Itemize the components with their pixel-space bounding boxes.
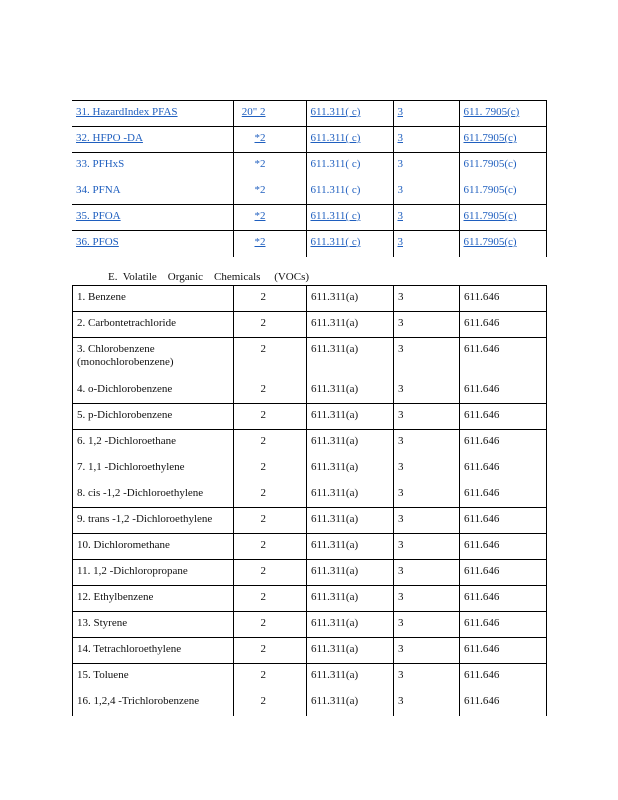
voc-mcl: 2	[234, 612, 307, 638]
table-row	[73, 286, 547, 312]
table-row	[73, 338, 547, 378]
table-row	[73, 404, 547, 430]
voc-col4: 3	[394, 638, 460, 664]
voc-col4: 3	[394, 612, 460, 638]
table-row	[73, 456, 547, 482]
pfas-monitoring-link[interactable]: 611.311( c)	[306, 231, 393, 257]
voc-method: 611.646	[460, 430, 547, 456]
voc-col4: 3	[394, 338, 460, 378]
voc-name: 7. 1,1 -Dichloroethylene	[73, 456, 234, 482]
voc-mcl: 2	[234, 404, 307, 430]
voc-monitoring: 611.311(a)	[307, 286, 394, 312]
voc-col4: 3	[394, 430, 460, 456]
voc-monitoring: 611.311(a)	[307, 430, 394, 456]
voc-monitoring: 611.311(a)	[307, 312, 394, 338]
voc-monitoring: 611.311(a)	[307, 638, 394, 664]
voc-mcl: 2	[234, 286, 307, 312]
table-row	[72, 205, 546, 231]
voc-col4: 3	[394, 482, 460, 508]
voc-monitoring: 611.311(a)	[307, 664, 394, 690]
table-row	[72, 231, 546, 257]
table-row	[73, 586, 547, 612]
voc-mcl: 2	[234, 586, 307, 612]
voc-monitoring: 611.311(a)	[307, 404, 394, 430]
table-row	[73, 534, 547, 560]
table-row	[73, 430, 547, 456]
pfas-col4: 3	[393, 179, 459, 205]
pfas-table	[72, 100, 547, 257]
voc-name: 10. Dichloromethane	[73, 534, 234, 560]
voc-monitoring: 611.311(a)	[307, 378, 394, 404]
voc-monitoring: 611.311(a)	[307, 482, 394, 508]
table-row	[72, 179, 546, 205]
voc-method: 611.646	[460, 612, 547, 638]
pfas-name: 33. PFHxS	[72, 153, 233, 179]
table-row	[73, 664, 547, 690]
voc-section-heading: E. Volatile Organic Chemicals (VOCs)	[108, 271, 310, 283]
voc-monitoring: 611.311(a)	[307, 534, 394, 560]
pfas-monitoring-link[interactable]: 611.311( c)	[306, 205, 393, 231]
voc-col4: 3	[394, 560, 460, 586]
voc-mcl: 2	[234, 378, 307, 404]
voc-monitoring: 611.311(a)	[307, 560, 394, 586]
voc-name: 16. 1,2,4 -Trichlorobenzene	[73, 690, 234, 716]
pfas-mcl-link[interactable]: *2	[233, 231, 306, 257]
table-row	[73, 508, 547, 534]
voc-method: 611.646	[460, 378, 547, 404]
voc-name-line1: 3. Chlorobenzene	[77, 343, 155, 355]
voc-monitoring: 611.311(a)	[307, 612, 394, 638]
table-row	[72, 101, 546, 127]
voc-col4: 3	[394, 456, 460, 482]
voc-col4: 3	[394, 534, 460, 560]
table-row	[72, 127, 546, 153]
voc-mcl: 2	[234, 456, 307, 482]
voc-name: 11. 1,2 -Dichloropropane	[73, 560, 234, 586]
voc-method: 611.646	[460, 586, 547, 612]
voc-name: 15. Toluene	[73, 664, 234, 690]
voc-col4: 3	[394, 664, 460, 690]
voc-col4: 3	[394, 404, 460, 430]
voc-method: 611.646	[460, 560, 547, 586]
pfas-name-link[interactable]: 31. HazardIndex PFAS	[72, 101, 233, 127]
table-row	[73, 612, 547, 638]
voc-col4: 3	[394, 378, 460, 404]
table-row	[73, 482, 547, 508]
table-row	[73, 312, 547, 338]
voc-col4: 3	[394, 690, 460, 716]
voc-mcl: 2	[234, 534, 307, 560]
voc-name: 14. Tetrachloroethylene	[73, 638, 234, 664]
pfas-method-link[interactable]: 611.7905(c)	[459, 127, 546, 153]
pfas-name-link[interactable]: 32. HFPO -DA	[72, 127, 233, 153]
pfas-name-link[interactable]: 36. PFOS	[72, 231, 233, 257]
voc-name: 5. p-Dichlorobenzene	[73, 404, 234, 430]
voc-col4: 3	[394, 286, 460, 312]
voc-name	[73, 338, 234, 378]
voc-name: 2. Carbontetrachloride	[73, 312, 234, 338]
voc-name: 8. cis -1,2 -Dichloroethylene	[73, 482, 234, 508]
pfas-col4-link[interactable]: 3	[393, 101, 459, 127]
voc-monitoring: 611.311(a)	[307, 586, 394, 612]
pfas-monitoring-link[interactable]: 611.311( c)	[306, 127, 393, 153]
voc-method: 611.646	[460, 690, 547, 716]
voc-method: 611.646	[460, 482, 547, 508]
voc-name: 13. Styrene	[73, 612, 234, 638]
pfas-mcl-link[interactable]: 20" 2	[233, 101, 306, 127]
pfas-mcl-link[interactable]: *2	[233, 205, 306, 231]
pfas-method: 611.7905(c)	[459, 179, 546, 205]
voc-mcl: 2	[234, 690, 307, 716]
pfas-monitoring: 611.311( c)	[306, 153, 393, 179]
pfas-monitoring-link[interactable]: 611.311( c)	[306, 101, 393, 127]
voc-name: 4. o-Dichlorobenzene	[73, 378, 234, 404]
table-row	[72, 153, 546, 179]
table-row	[73, 378, 547, 404]
pfas-monitoring: 611.311( c)	[306, 179, 393, 205]
pfas-method-link[interactable]: 611.7905(c)	[459, 205, 546, 231]
voc-name-line2: (monochlorobenzene)	[77, 356, 174, 368]
voc-col4: 3	[394, 508, 460, 534]
voc-name: 1. Benzene	[73, 286, 234, 312]
voc-mcl: 2	[234, 338, 307, 378]
voc-mcl: 2	[234, 508, 307, 534]
pfas-col4-link[interactable]: 3	[393, 231, 459, 257]
voc-mcl: 2	[234, 430, 307, 456]
voc-monitoring: 611.311(a)	[307, 338, 394, 378]
table-row	[73, 560, 547, 586]
table-row	[73, 638, 547, 664]
voc-method: 611.646	[460, 508, 547, 534]
voc-col4: 3	[394, 586, 460, 612]
voc-monitoring: 611.311(a)	[307, 690, 394, 716]
pfas-method-link[interactable]: 611.7905(c)	[459, 231, 546, 257]
voc-method: 611.646	[460, 286, 547, 312]
voc-mcl: 2	[234, 664, 307, 690]
pfas-mcl: *2	[233, 179, 306, 205]
pfas-col4: 3	[393, 153, 459, 179]
voc-table	[72, 285, 547, 716]
voc-method: 611.646	[460, 338, 547, 378]
voc-mcl: 2	[234, 312, 307, 338]
voc-monitoring: 611.311(a)	[307, 456, 394, 482]
pfas-mcl-link[interactable]: *2	[233, 127, 306, 153]
voc-monitoring: 611.311(a)	[307, 508, 394, 534]
pfas-col4-link[interactable]: 3	[393, 205, 459, 231]
voc-name: 9. trans -1,2 -Dichloroethylene	[73, 508, 234, 534]
voc-name: 12. Ethylbenzene	[73, 586, 234, 612]
voc-method: 611.646	[460, 404, 547, 430]
pfas-mcl: *2	[233, 153, 306, 179]
voc-mcl: 2	[234, 482, 307, 508]
table-row	[73, 690, 547, 716]
pfas-name: 34. PFNA	[72, 179, 233, 205]
voc-method: 611.646	[460, 664, 547, 690]
pfas-col4-link[interactable]: 3	[393, 127, 459, 153]
voc-col4: 3	[394, 312, 460, 338]
voc-method: 611.646	[460, 638, 547, 664]
pfas-method-link[interactable]: 611. 7905(c)	[459, 101, 546, 127]
voc-method: 611.646	[460, 456, 547, 482]
voc-name: 6. 1,2 -Dichloroethane	[73, 430, 234, 456]
pfas-method: 611.7905(c)	[459, 153, 546, 179]
pfas-name-link[interactable]: 35. PFOA	[72, 205, 233, 231]
voc-mcl: 2	[234, 560, 307, 586]
voc-mcl: 2	[234, 638, 307, 664]
voc-method: 611.646	[460, 312, 547, 338]
voc-method: 611.646	[460, 534, 547, 560]
